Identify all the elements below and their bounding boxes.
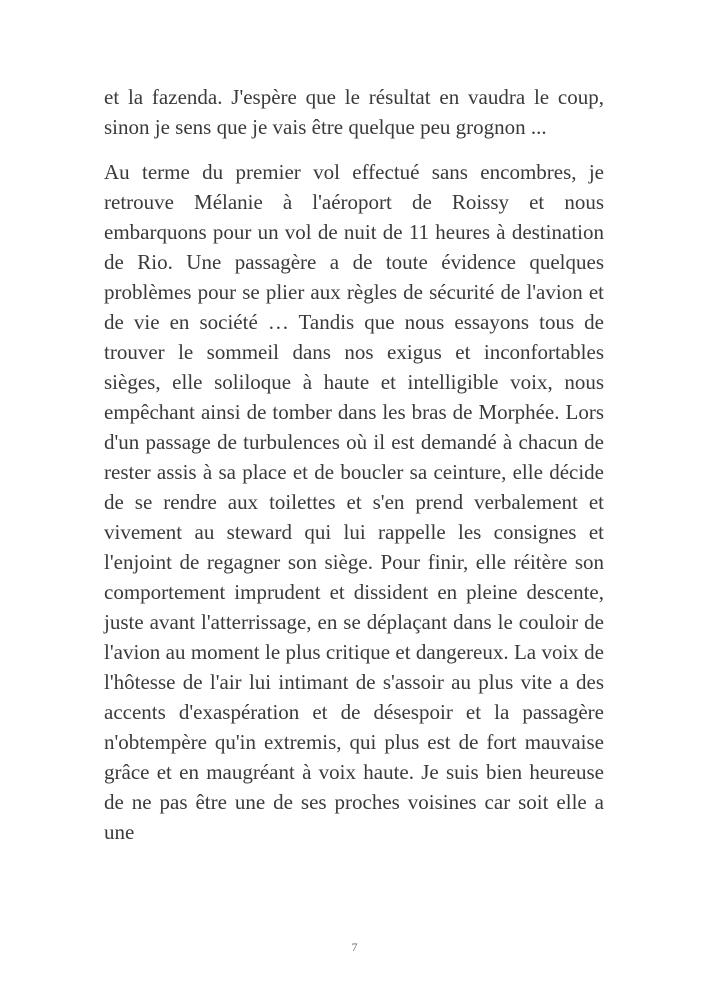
page-number: 7 [351,940,358,954]
page-body [104,82,604,847]
paragraph-flight-story: Au terme du premier vol effectué sans encombres, je retrouve Mélanie à l'aéroport de Roissy et nous embarquons pour un vol de nuit de 11 heures à destination de Rio. Une passagère a de toute évidence quelques problèmes pour se plier aux règles de sécurité de l'avion et de vie en société … Tandis que nous essayons tous de trouver le sommeil dans nos exigus et inconfortables sièges, elle soliloque à haute et intelligible voix, nous empêchant ainsi de tomber dans les bras de Morphée. Lors d'un passage de turbulences où il est demandé à chacun de rester assis à sa place et de boucler sa ceinture, elle décide de se rendre aux toilettes et s'en prend verbalement et vivement au steward qui lui rappelle les consignes et l'enjoint de regagner son siège. Pour finir, elle réitère son comportement imprudent et dissident en pleine descente, juste avant l'atterrissage, en se déplaçant dans le couloir de l'avion au moment le plus critique et dangereux. La voix de l'hôtesse de l'air lui intimant de s'assoir au plus vite a des accents d'exaspération et de désespoir et la passagère n'obtempère qu'in extremis, qui plus est de fort mauvaise grâce et en maugréant à voix haute. Je suis bien heureuse de ne pas être une de ses proches voisines car soit elle a une [104,160,604,844]
paragraph-continuation: et la fazenda. J'espère que le résultat en vaudra le coup, sinon je sens que je vais être quelque peu grognon ... [104,85,604,139]
